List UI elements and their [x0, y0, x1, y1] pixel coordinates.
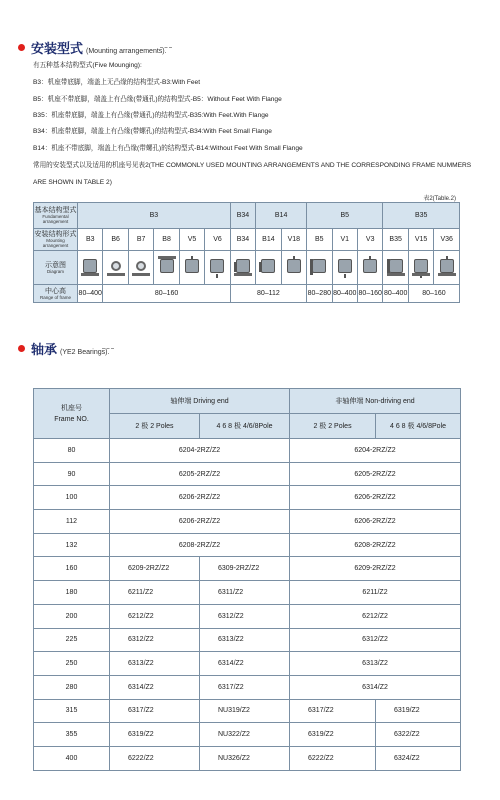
intro-line: B3：机座带底脚，端盖上无凸缘的结构型式-B3:With Feet	[33, 79, 201, 86]
driving-end-header: 轴伸端 Driving end	[110, 389, 290, 414]
diagram-cell	[383, 251, 408, 285]
motor-diagram-icon	[361, 256, 379, 278]
non-driving-468pole-bearing-cell: 6322/Z2	[376, 723, 461, 747]
frame-header	[34, 389, 110, 439]
mounting-code: V5	[179, 229, 204, 251]
diagram-cell	[154, 251, 179, 285]
diagram-cell	[281, 251, 306, 285]
motor-diagram-icon	[208, 256, 226, 278]
frame-range: 80–160	[357, 285, 382, 303]
section-title: 安装型式	[31, 41, 84, 56]
driving-2pole-header: 2 极 2 Poles	[110, 414, 200, 439]
non-driving-bearing-cell: 6314/Z2	[290, 675, 461, 699]
diagram-cell	[357, 251, 382, 285]
non-driving-bearing-cell: 6206-2RZ/Z2	[290, 486, 461, 510]
non-driving-bearing-cell: 6211/Z2	[290, 581, 461, 605]
diagram-cell	[103, 251, 128, 285]
non-driving-468pole-bearing-cell: 6319/Z2	[376, 699, 461, 723]
driving-2pole-bearing-cell: 6209-2RZ/Z2	[110, 557, 200, 581]
bearings-table	[33, 388, 461, 771]
frame-number-cell: 90	[34, 462, 110, 486]
frame-number-cell: 180	[34, 581, 110, 605]
frame-number-cell: 200	[34, 604, 110, 628]
diagram-cell	[78, 251, 103, 285]
driving-bearing-cell: 6205-2RZ/Z2	[110, 462, 290, 486]
section-divider	[102, 348, 114, 349]
motor-diagram-icon	[183, 256, 201, 278]
frame-range: 80–400	[332, 285, 357, 303]
group-b5: B5	[307, 203, 383, 229]
mounting-code: B5	[307, 229, 332, 251]
motor-diagram-icon	[132, 256, 150, 278]
row-header-en: Fundamental arrangement	[42, 214, 69, 224]
row-header-diagram	[34, 251, 78, 285]
non-driving-468pole-bearing-cell: 6324/Z2	[376, 746, 461, 770]
driving-468pole-bearing-cell: 6309-2RZ/Z2	[200, 557, 290, 581]
row-header-fundamental	[34, 203, 78, 229]
row-header-cn: 基本结构型式	[34, 207, 77, 214]
driving-2pole-bearing-cell: 6211/Z2	[110, 581, 200, 605]
diagram-cell	[230, 251, 255, 285]
mounting-code: V36	[434, 229, 460, 251]
non-driving-2pole-bearing-cell: 6222/Z2	[290, 746, 376, 770]
driving-2pole-bearing-cell: 6314/Z2	[110, 675, 200, 699]
mounting-code: B6	[103, 229, 128, 251]
section-bearings-heading	[18, 339, 109, 358]
mounting-code: B35	[383, 229, 408, 251]
row-header-range	[34, 285, 78, 303]
diagram-cell	[128, 251, 153, 285]
motor-diagram-icon	[285, 256, 303, 278]
non-driving-end-header: 非轴伸端 Non-driving end	[290, 389, 461, 414]
diagram-cell	[408, 251, 433, 285]
mounting-code: V18	[281, 229, 306, 251]
motor-diagram-icon	[107, 256, 125, 278]
driving-2pole-bearing-cell: 6312/Z2	[110, 628, 200, 652]
intro-line: B34：机座带底脚，端盖上有凸缘(带螺孔)的结构型式-B34:With Feet Small Flange	[33, 128, 272, 135]
table-row	[34, 652, 461, 676]
motor-diagram-icon	[412, 256, 430, 278]
diagram-cell	[179, 251, 204, 285]
mounting-code: B3	[78, 229, 103, 251]
row-header-cn: 示意图	[45, 261, 66, 269]
table-row	[34, 510, 461, 534]
non-driving-bearing-cell: 6209-2RZ/Z2	[290, 557, 461, 581]
row-header-en: Mounting arrangement	[42, 238, 69, 248]
motor-diagram-icon	[438, 256, 456, 278]
frame-range: 80–160	[408, 285, 459, 303]
non-driving-bearing-cell: 6212/Z2	[290, 604, 461, 628]
table-row	[34, 723, 461, 747]
motor-diagram-icon	[158, 256, 176, 278]
frame-number-cell: 250	[34, 652, 110, 676]
mounting-code: B34	[230, 229, 255, 251]
non-driving-bearing-cell: 6312/Z2	[290, 628, 461, 652]
table-row	[34, 581, 461, 605]
mounting-code: V15	[408, 229, 433, 251]
motor-diagram-icon	[259, 256, 277, 278]
driving-468pole-bearing-cell: 6311/Z2	[200, 581, 290, 605]
row-header-cn: 中心高	[45, 287, 66, 295]
frame-number-cell: 160	[34, 557, 110, 581]
row-header-cn: 安装结构形式	[34, 231, 77, 238]
table-row	[34, 604, 461, 628]
driving-bearing-cell: 6208-2RZ/Z2	[110, 533, 290, 557]
table-row	[34, 557, 461, 581]
driving-bearing-cell: 6204-2RZ/Z2	[110, 439, 290, 463]
table-row	[34, 486, 461, 510]
driving-468pole-header: 4 6 8 极 4/6/8Pole	[200, 414, 290, 439]
non-driving-2pole-bearing-cell: 6319/Z2	[290, 723, 376, 747]
group-b35: B35	[383, 203, 460, 229]
intro-line: B5：机座不带底脚，端盖上有凸缘(带通孔)的结构型式-B5：Without Feet With Flange	[33, 96, 282, 103]
motor-diagram-icon	[336, 256, 354, 278]
non-driving-bearing-cell: 6205-2RZ/Z2	[290, 462, 461, 486]
driving-2pole-bearing-cell: 6317/Z2	[110, 699, 200, 723]
non-driving-bearing-cell: 6204-2RZ/Z2	[290, 439, 461, 463]
non-driving-2pole-header: 2 极 2 Poles	[290, 414, 376, 439]
diagram-cell	[205, 251, 230, 285]
intro-line: 有五种基本结构型式(Five Mounging):	[33, 62, 142, 69]
intro-line: B14：机座不带底脚，端盖上有凸缘(带螺孔)的结构型式-B14:Without Feet With Small Flange	[33, 145, 303, 152]
diagram-cell	[434, 251, 460, 285]
non-driving-bearing-cell: 6208-2RZ/Z2	[290, 533, 461, 557]
table-row	[34, 439, 461, 463]
table-row	[34, 675, 461, 699]
intro-line: B35：机座带底脚，端盖上有凸缘(带通孔)的结构型式-B35:With Feet.With Flange	[33, 112, 269, 119]
mounting-code: V3	[357, 229, 382, 251]
mounting-code: B8	[154, 229, 179, 251]
group-b3: B3	[78, 203, 231, 229]
section-title: 轴承	[31, 342, 58, 357]
diagram-cell	[307, 251, 332, 285]
driving-2pole-bearing-cell: 6212/Z2	[110, 604, 200, 628]
group-b34: B34	[230, 203, 255, 229]
table-caption: 表2(Table.2)	[423, 196, 456, 202]
driving-468pole-bearing-cell: 6313/Z2	[200, 628, 290, 652]
mounting-code: B7	[128, 229, 153, 251]
section-divider	[160, 47, 172, 48]
mounting-table	[33, 202, 460, 303]
frame-number-cell: 315	[34, 699, 110, 723]
non-driving-468pole-header: 4 6 8 极 4/6/8Pole	[376, 414, 461, 439]
row-header-en: Diagram	[46, 268, 64, 274]
frame-number-cell: 100	[34, 486, 110, 510]
frame-range: 80–400	[78, 285, 103, 303]
motor-diagram-icon	[234, 256, 252, 278]
frame-range: 80–400	[383, 285, 408, 303]
driving-bearing-cell: 6206-2RZ/Z2	[110, 486, 290, 510]
driving-468pole-bearing-cell: 6314/Z2	[200, 652, 290, 676]
mounting-code: V1	[332, 229, 357, 251]
driving-2pole-bearing-cell: 6319/Z2	[110, 723, 200, 747]
section-mounting-heading	[18, 38, 167, 57]
diagram-cell	[256, 251, 281, 285]
table-row	[34, 462, 461, 486]
section-subtitle: (Mounting arrangements).	[86, 48, 167, 55]
frame-number-cell: 355	[34, 723, 110, 747]
motor-diagram-icon	[81, 256, 99, 278]
row-header-en: Range of frame	[39, 294, 72, 300]
frame-number-cell: 400	[34, 746, 110, 770]
bullet-dot-icon	[18, 345, 25, 352]
frame-range: 80–112	[230, 285, 306, 303]
driving-468pole-bearing-cell: 6317/Z2	[200, 675, 290, 699]
driving-468pole-bearing-cell: NU322/Z2	[200, 723, 290, 747]
table-row	[34, 746, 461, 770]
table-row	[34, 533, 461, 557]
driving-bearing-cell: 6206-2RZ/Z2	[110, 510, 290, 534]
frame-number-cell: 80	[34, 439, 110, 463]
group-b14: B14	[256, 203, 307, 229]
driving-468pole-bearing-cell: NU319/Z2	[200, 699, 290, 723]
row-header-mounting	[34, 229, 78, 251]
driving-468pole-bearing-cell: NU326/Z2	[200, 746, 290, 770]
intro-line: 常用的安装型式以及适用的机座号见表2(THE COMMONLY USED MOUNTING ARRANGEMENTS AND THE CORRESPONDING FRAME NUMMERS	[33, 162, 472, 169]
motor-diagram-icon	[310, 256, 328, 278]
frame-number-cell: 112	[34, 510, 110, 534]
section-subtitle: (YE2 Bearings).	[60, 349, 110, 356]
driving-468pole-bearing-cell: 6312/Z2	[200, 604, 290, 628]
non-driving-2pole-bearing-cell: 6317/Z2	[290, 699, 376, 723]
frame-number-cell: 132	[34, 533, 110, 557]
non-driving-bearing-cell: 6206-2RZ/Z2	[290, 510, 461, 534]
mounting-code: V6	[205, 229, 230, 251]
diagram-cell	[332, 251, 357, 285]
table-row	[34, 628, 461, 652]
intro-line: ARE SHOWN IN TABLE 2)	[33, 179, 112, 186]
mounting-code: B14	[256, 229, 281, 251]
frame-range: 80–280	[307, 285, 332, 303]
frame-header-cn: 机座号	[61, 404, 82, 412]
frame-range: 80–160	[103, 285, 230, 303]
driving-2pole-bearing-cell: 6222/Z2	[110, 746, 200, 770]
motor-diagram-icon	[387, 256, 405, 278]
frame-header-en: Frame NO.	[54, 415, 89, 423]
frame-number-cell: 225	[34, 628, 110, 652]
bullet-dot-icon	[18, 44, 25, 51]
table-row	[34, 699, 461, 723]
non-driving-bearing-cell: 6313/Z2	[290, 652, 461, 676]
frame-number-cell: 280	[34, 675, 110, 699]
driving-2pole-bearing-cell: 6313/Z2	[110, 652, 200, 676]
